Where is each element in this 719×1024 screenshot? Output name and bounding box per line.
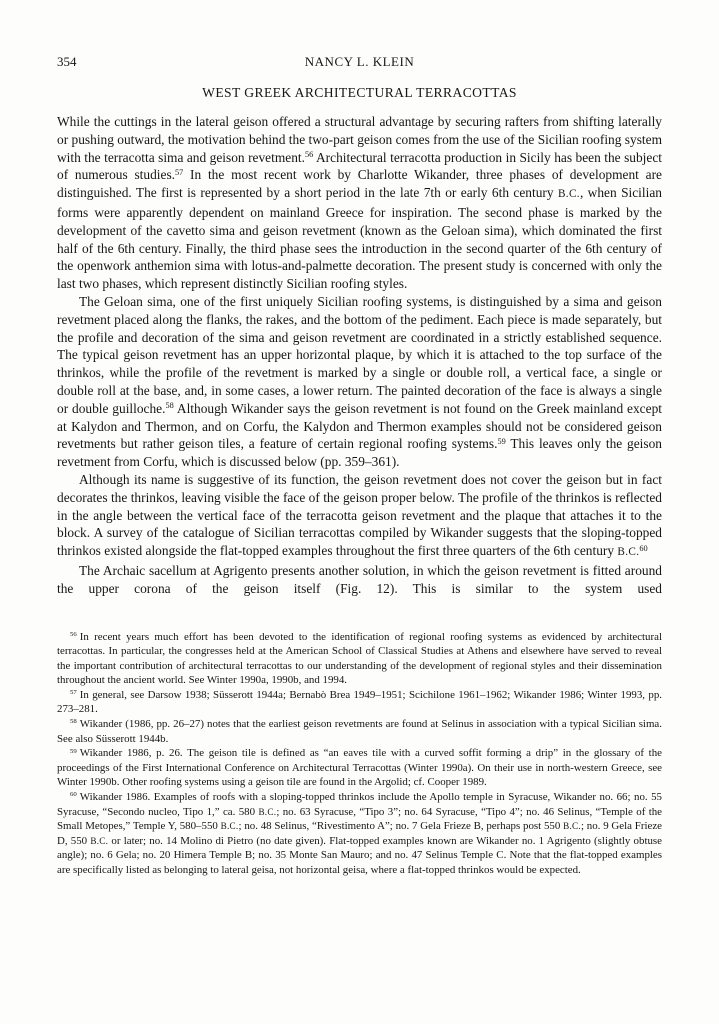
page-number: 354 — [57, 54, 77, 69]
footnotes-section — [57, 630, 662, 878]
footnote-marker-58: 58 — [70, 718, 77, 726]
footnote-59: $^{59}$ Wikander 1986, p. 26. The geison tile is defined as “an eaves tile with a curved soffit forming a drip” in the glossary of the proceedings of the First International Conference on Architectural Terracottas (Winter 1990a). On their use in north-western Greece, see Winter 1990b. Other roofing systems using a geison tile are found in the Argolid; cf. Cooper 1989. — [57, 747, 662, 789]
body-paragraph-3: Although its name is suggestive of its function, the geison revetment does not cover the geison but in fact decorates the thrinkos, leaving visible the face of the geison proper below. The profile of the thrinkos is reflected in the angle between the vertical face of the terracotta geison revetment and the plaque that attaches it to the block. A survey of the catalogue of Sicilian terracottas compiled by Wikander suggests that the sloping-topped thrinkos existed alongside the flat-topped examples throughout the first three quarters of the 6th century B.C.$^{60}$ — [57, 471, 662, 559]
footnote-marker-59: 59 — [70, 747, 77, 755]
page-header — [57, 54, 662, 69]
footnote-ref-58: 58 — [165, 401, 174, 411]
footnote-60: $^{60}$ Wikander 1986. Examples of roofs with a sloping-topped thrinkos include the Apollo temple in Syracuse, Wikander no. 66; no. 55 Syracuse, “Secondo nucleo, Tipo 1,” ca. 580 B.C.; no. 63 Syracuse, “Tipo 3”; no. 64 Syracuse, “Tipo 4”; no. 46 Selinus, “Temple of the Small Metopes,” Temple Y, 580–550 B.C.; no. 48 Selinus, “Rivestimento A”; no. 7 Gela Frieze B, perhaps post 550 B.C.; no. 9 Gela Frieze D, 550 B.C. or later; no. 14 Molino di Pietro (no date given). Flat-topped examples known are Wikander no. 1 Agrigento (slightly obtuse angle); no. 6 Gela; no. 20 Himera Temple B; no. 35 Monte San Mauro; and no. 47 Selinus Temple C. Note that the flat-topped examples are specifically listed as belonging to lateral geisa, not horizontal geisa, where a flat-topped thrinkos would be expected. — [57, 791, 662, 877]
footnote-ref-56: 56 — [304, 150, 314, 160]
footnote-ref-59: 59 — [497, 436, 506, 446]
footnote-57: $^{57}$ In general, see Darsow 1938; Süsserott 1944a; Bernabò Brea 1949–1951; Scichilone 1961–1962; Wikander 1986; Winter 1993, pp. 273–281. — [57, 688, 662, 716]
body-paragraph-4: The Archaic sacellum at Agrigento presents another solution, in which the geison revetment is fitted around the upper corona of the geison itself (Fig. 12). This is similar to the system used — [57, 562, 662, 596]
body-text — [57, 113, 662, 598]
body-paragraph-1: While the cuttings in the lateral geison offered a structural advantage by securing rafters from shifting laterally or pushing outward, the motivation behind the two-part geison comes from the use of the Sicilian roofing system with the terracotta sima and geison revetment.$^{56}$ Architectural terracotta production in Sicily has been the subject of numerous studies.$^{57}$ In the most recent work by Charlotte Wikander, three phases of development are distinguished. The first is represented by a short period in the late 7th or early 6th century B.C., when Sicilian forms were apparently dependent on mainland Greece for inspiration. The second phase is marked by the development of the cavetto sima and geison revetment (known as the Geloan sima), which dominated the first half of the 6th century. Finally, the third phase sees the introduction in the second quarter of the 6th century of the openwork anthemion sima with lotus-and-palmette decoration. The present study is concerned with only the last two phases, which represent distinctly Sicilian roofing styles. — [57, 114, 662, 292]
footnote-marker-60: 60 — [70, 791, 77, 799]
smallcaps-text: B.C. — [90, 835, 109, 846]
footnote-ref-60: 60 — [639, 543, 648, 553]
smallcaps-text: B.C. — [563, 821, 581, 832]
smallcaps-text: B.C. — [617, 546, 640, 559]
smallcaps-text: B.C. — [557, 188, 580, 201]
footnote-56: $^{56}$ In recent years much effort has been devoted to the identification of regional roofing systems as evidenced by architectural terracottas. In particular, the congresses held at the American School of Classical Studies at Athens and elsewhere have served to reveal the important contribution of architectural terracottas to our understanding of the development of regional styles and their dissemination throughout the ancient world. See Winter 1990a, 1990b, and 1994. — [57, 630, 662, 687]
article-title: WEST GREEK ARCHITECTURAL TERRACOTTAS — [202, 85, 517, 100]
footnote-marker-57: 57 — [70, 689, 77, 697]
running-head: NANCY L. KLEIN — [304, 54, 415, 69]
footnote-marker-56: 56 — [70, 630, 77, 638]
smallcaps-text: B.C. — [220, 821, 239, 832]
footnote-58: $^{58}$ Wikander (1986, pp. 26–27) notes that the earliest geison revetments are found at Selinus in association with a typical Sicilian sima. See also Süsserott 1944b. — [57, 718, 662, 745]
footnote-ref-57: 57 — [175, 167, 184, 177]
smallcaps-text: B.C. — [258, 806, 277, 817]
body-paragraph-2: The Geloan sima, one of the first uniquely Sicilian roofing systems, is distinguished by a sima and geison revetment placed along the flanks, the rakes, and the bottom of the pediment. Each piece is made separately, but the profile and decoration of the sima and geison revetment are coordinated in a strictly established sequence. The typical geison revetment has an upper horizontal plaque, by which it is attached to the top surface of the thrinkos, while the profile of the revetment is marked by a single or double roll, a vertical face, a single or double roll at the base, and, in some cases, a lower return. The painted decoration of the face is always a single or double guilloche.$^{58}$ Although Wikander says the geison revetment is not found on the Greek mainland except at Kalydon and Thermon, and on Corfu, the Kalydon and Thermon examples should not be considered geison revetments but rather geison tiles, a feature of certain regional roofing systems.$^{59}$ This leaves only the geison revetment from Corfu, which is discussed below (pp. 359–361). — [57, 293, 662, 470]
